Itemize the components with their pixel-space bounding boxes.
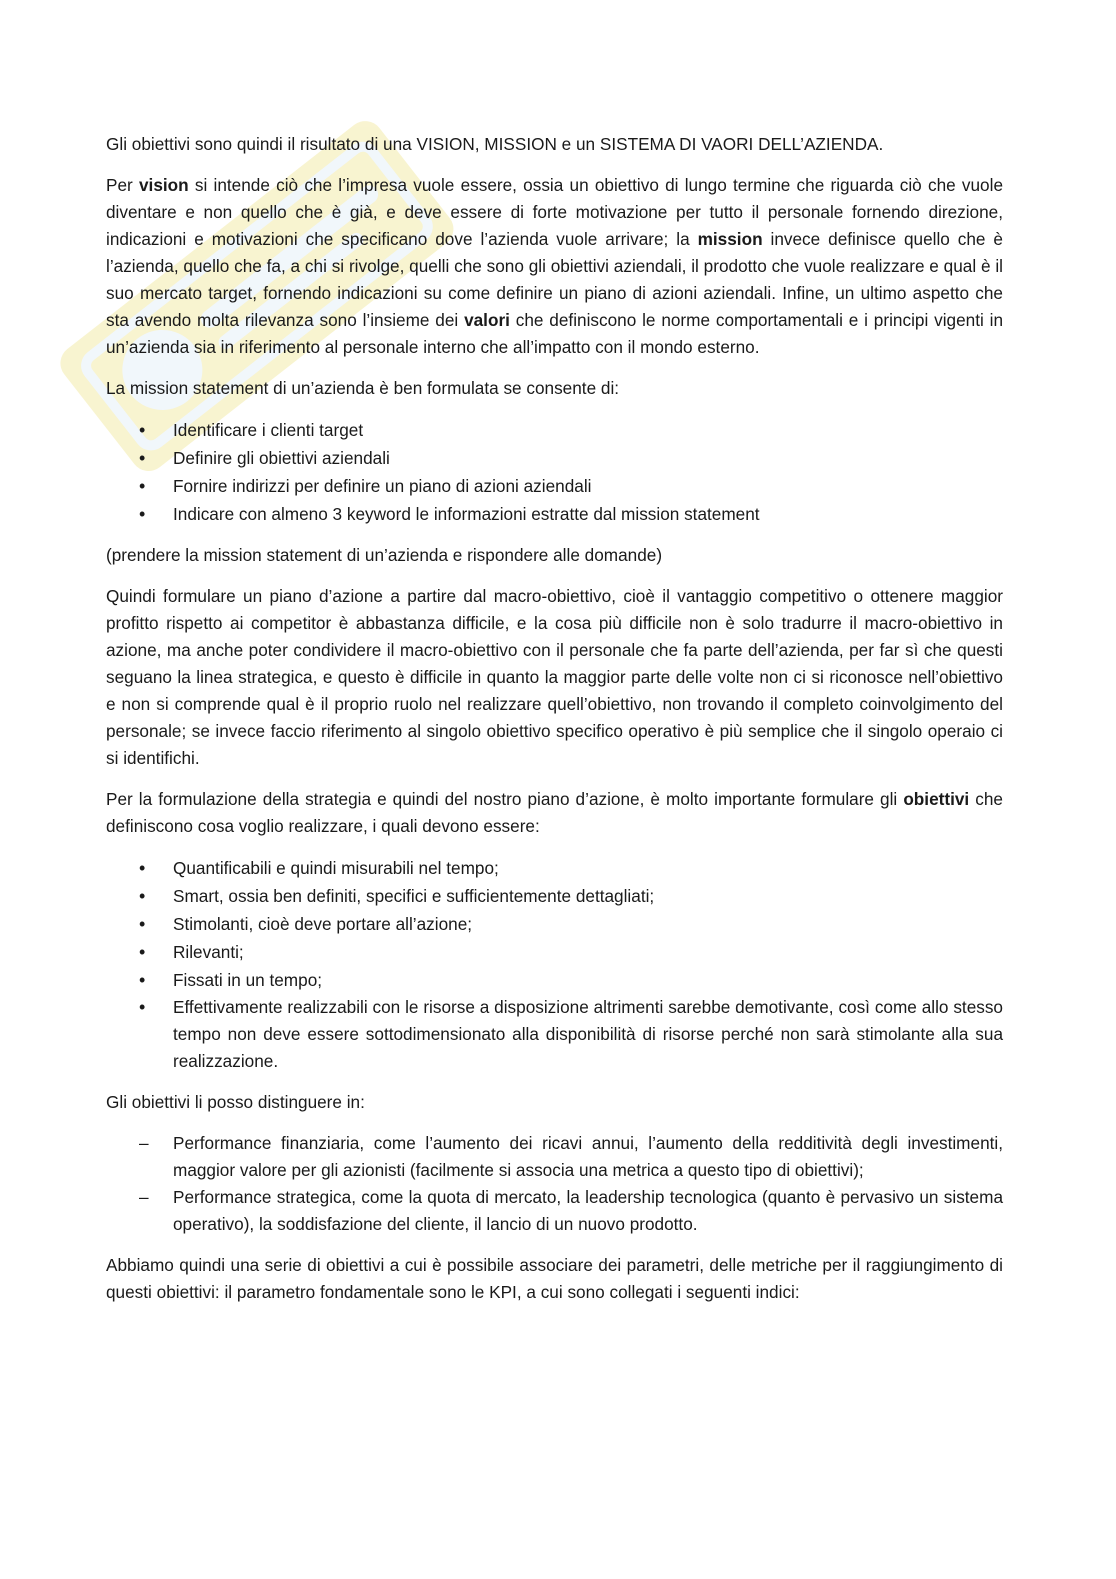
mission-criteria-list — [106, 416, 1003, 528]
paragraph-action-plan: Quindi formulare un piano d’azione a partire dal macro-obiettivo, cioè il vantaggio competitivo o ottenere maggior profitto rispetto ai competitor è abbastanza difficile, e la cosa più difficile non è solo tradurre il macro-obiettivo in azione, ma anche poter condividere il macro-obiettivo con il personale che fa parte dell’azienda, per far sì che questi seguano la linea strategica, e questo è difficile in quanto la maggior parte delle volte non ci si riconosce nell’obiettivo e non si comprende qual è il proprio ruolo nel realizzare quell’obiettivo, non trovando il completo coinvolgimento del personale; se invece faccio riferimento al singolo obiettivo specifico operativo è più semplice che il singolo operaio ci si identifichi. — [106, 586, 1003, 768]
list-item: • Fornire indirizzi per definire un piano di azioni aziendali — [106, 472, 1003, 500]
text-run: che definiscono le norme comportamentali e i principi vigenti in un’azienda sia in riferimento al personale interno che all’impatto con il mondo esterno. — [106, 310, 1003, 357]
paragraph-kpi: Abbiamo quindi una serie di obiettivi a cui è possibile associare dei parametri, delle metriche per il raggiungimento di questi obiettivi: il parametro fondamentale sono le KPI, a cui sono collegati i seguenti indici: — [106, 1255, 1003, 1302]
paragraph-note: (prendere la mission statement di un’azienda e rispondere alle domande) — [106, 545, 663, 565]
list-item: • Smart, ossia ben definiti, specifici e sufficientemente dettagliati; — [106, 882, 1003, 910]
list-item: • Effettivamente realizzabili con le risorse a disposizione altrimenti sarebbe demotivante, così come allo stesso tempo non deve essere sottodimensionato alla disponibilità di risorse perché non sarà stimolante alla sua realizzazione. — [106, 994, 1003, 1075]
text-run: che definiscono cosa voglio realizzare, i quali devono essere: — [106, 789, 1003, 836]
list-item: – Performance finanziaria, come l’aumento dei ricavi annui, l’aumento della redditività degli investimenti, maggior valore per gli azionisti (facilmente si associa una metrica a questo tipo di obiettivi); — [106, 1130, 1003, 1184]
document-page — [106, 131, 1003, 1320]
performance-types-list — [106, 1130, 1003, 1238]
objective-properties-list — [106, 854, 1003, 1075]
term-mission: mission — [697, 229, 763, 249]
list-item: • Identificare i clienti target — [106, 416, 1003, 444]
text-run: Per — [106, 175, 139, 195]
paragraph-vision-mission — [106, 172, 1003, 361]
term-obiettivi: obiettivi — [903, 789, 970, 809]
paragraph-intro: Gli obiettivi sono quindi il risultato di una VISION, MISSION e un SISTEMA DI VAORI DELL’AZIENDA. — [106, 134, 884, 154]
paragraph-distinguish: Gli obiettivi li posso distinguere in: — [106, 1092, 365, 1112]
term-vision: vision — [138, 175, 189, 195]
text-run: si intende ciò che l’impresa vuole essere, ossia un obiettivo di lungo termine che riguarda ciò che vuole diventare e non quello che è già, e deve essere di forte motivazione per tutto il personale fornendo direzione, indicazioni e motivazioni che specificano dove l’azienda vuole arrivare; la — [106, 175, 1003, 249]
list-item: • Definire gli obiettivi aziendali — [106, 444, 1003, 472]
term-valori: valori — [464, 310, 510, 330]
text-run: Per la formulazione della strategia e quindi del nostro piano d’azione, è molto importante formulare gli — [106, 789, 904, 809]
list-item: • Rilevanti; — [106, 938, 1003, 966]
paragraph-objectives — [106, 786, 1003, 840]
paragraph-mission-statement: La mission statement di un’azienda è ben formulata se consente di: — [106, 378, 620, 398]
list-item: • Indicare con almeno 3 keyword le informazioni estratte dal mission statement — [106, 500, 1003, 528]
list-item: • Quantificabili e quindi misurabili nel tempo; — [106, 854, 1003, 882]
text-run: invece definisce quello che è l’azienda, quello che fa, a chi si rivolge, quelli che sono gli obiettivi aziendali, il prodotto che vuole realizzare e qual è il suo mercato target, fornendo indicazioni su come definire un piano di azioni aziendali. Infine, un ultimo aspetto che sta avendo molta rilevanza sono l’insieme dei — [106, 229, 1003, 330]
list-item: – Performance strategica, come la quota di mercato, la leadership tecnologica (quanto è pervasivo un sistema operativo), la soddisfazione del cliente, il lancio di un nuovo prodotto. — [106, 1184, 1003, 1238]
list-item: • Stimolanti, cioè deve portare all’azione; — [106, 910, 1003, 938]
list-item: • Fissati in un tempo; — [106, 966, 1003, 994]
